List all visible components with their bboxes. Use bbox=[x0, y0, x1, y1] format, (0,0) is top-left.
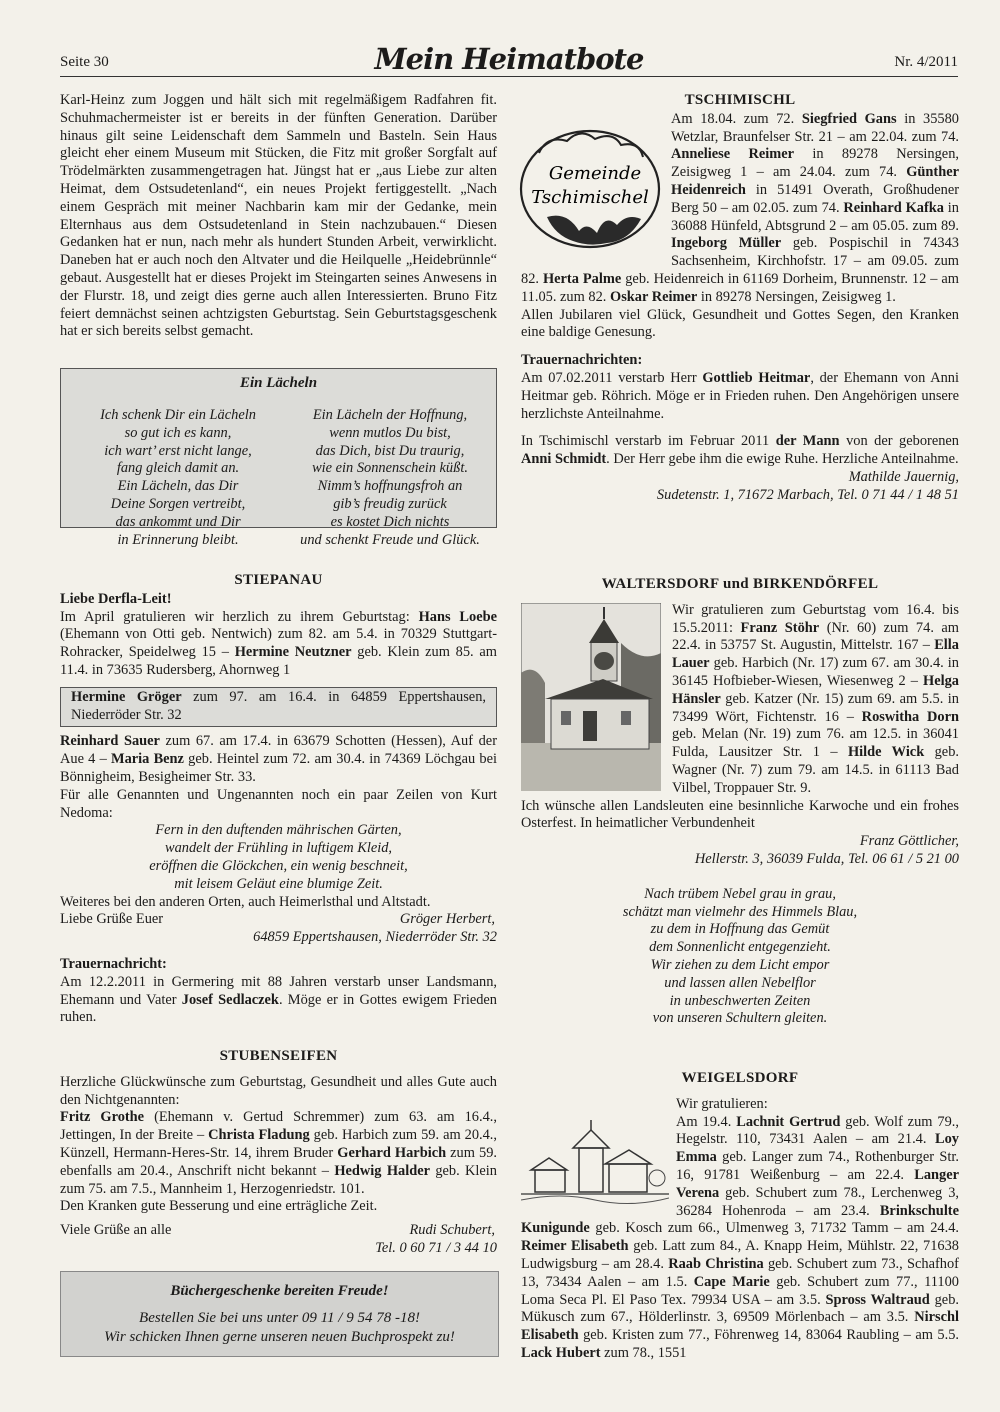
book-ad-line: Wir schicken Ihnen gerne unseren neuen Buchprospekt zu! bbox=[104, 1329, 455, 1345]
stubenseifen-heading: STUBENSEIFEN bbox=[219, 1048, 338, 1064]
tschimischl-section bbox=[521, 92, 959, 505]
nedoma-verse: Fern in den duftenden mährischen Gärten, wandelt der Frühling in luftigem Kleid, eröffnen die Glöckchen, ein wenig beschneit, mit leisem Geläut eine blumige Zeit. bbox=[149, 822, 408, 892]
signature-tel: Tel. 0 60 71 / 3 44 10 bbox=[375, 1239, 497, 1256]
poem-right-stanza: Ein Lächeln der Hoffnung, wenn mutlos Du bist, das Dich, bist Du traurig, wie ein Sonnenschein küßt. Nimm’s hoffnungsfroh an gib’s freudig zurück es kostet Dich nichts und schenkt Freude und Glück. bbox=[300, 407, 480, 548]
closing-2: Viele Grüße an alle bbox=[60, 1222, 172, 1239]
waltersdorf-birthdays: Wir gratulieren zum Geburtstag vom 16.4. bis 15.5.2011: Franz Stöhr (Nr. 60) zum 74. am 22.4. in 53757 St. Augustin, Mittelstr. 167 – Ella Lauer geb. Harbich (Nr. 17) zum 67. am 30.4. in 36145 Hofbieber-Wiesen, Wiesenweg 2 – Helga Hänsler geb. Katzer (Nr. 15) zum 69. am 5.5. in 73499 Wört, Fichtenstr. 16 – Roswitha Dorn geb. Melan (Nr. 19) zum 76. am 12.5. in 36041 Fulda, Lausitzer Str. 1 – Hilde Wick geb. Wagner (Nr. 7) zum 79. am 14.5. in 61113 Bad Vilbel, Troppauer Str. 9. bbox=[672, 601, 960, 796]
signature-name: Gröger Herbert, bbox=[399, 911, 495, 928]
stubenseifen-birthdays: Fritz Grothe (Ehemann v. Gertud Schremmer) zum 63. am 16.4., Jettingen, In der Breite – Christa Fladung geb. Harbich zum 59. am 20.4., Künzell, Hermann-Heres-Str. 14, ihrem Bruder Gerhard Harbich zum 59. ebenfalls am 20.4., Anschrift nicht bekannt – Hedwig Halder geb. Klein zum 75. am 7.5., Mannheim 1, Herzogenriedstr. 101. bbox=[60, 1109, 498, 1197]
weigelsdorf-section bbox=[521, 1070, 959, 1363]
stiepanau-birthdays-2: Reinhard Sauer zum 67. am 17.4. in 63679 Schotten (Hessen), Auf der Aue 4 – Maria Benz geb. Heintel zum 72. am 30.4. in 74369 Löchgau bei Bönnigheim, Besigheimer Str. 33. bbox=[60, 733, 497, 785]
trauer-1: Am 07.02.2011 verstarb Herr Gottlieb Heitmar, der Ehemann von Anni Heitmar geb. Röhrich. Möge er in Frieden ruhen. Den Angehörigen unsere herzlichste Anteilnahme. bbox=[521, 369, 959, 422]
masthead: Mein Heimatbote bbox=[374, 42, 644, 76]
signature-address-3: Sudetenstr. 1, 71672 Marbach, Tel. 0 71 44 / 1 48 51 bbox=[656, 486, 959, 503]
village-sketch-image bbox=[521, 1108, 669, 1208]
tschimischl-wish: Allen Jubilaren viel Glück, Gesundheit und Gottes Segen, den Kranken eine baldige Genesung. bbox=[521, 306, 959, 341]
trauer-heading: Trauernachricht: bbox=[60, 955, 167, 972]
signature-name-3: Mathilde Jauernig, bbox=[848, 468, 959, 485]
tschimischl-heading: TSCHIMISCHL bbox=[684, 92, 796, 108]
waltersdorf-heading: WALTERSDORF und BIRKENDÖRFEL bbox=[601, 576, 879, 592]
village-sketch bbox=[521, 1108, 669, 1210]
seal-icon bbox=[517, 113, 663, 263]
chapel-image bbox=[521, 603, 661, 791]
page-header bbox=[60, 42, 958, 90]
chapel-photo bbox=[521, 603, 661, 791]
weigelsdorf-birthdays: Am 19.4. Lachnit Gertrud geb. Wolf zum 79., Hegelstr. 110, 73431 Aalen – am 21.4. Loy Emma geb. Langer zum 74., Rothenburger Str. 16, 91781 Weißenburg – am 22.4. Langer Verena geb. Schubert zum 78., Lerchenweg 3, 36284 Hohenroda – am 23.4. Brinkschulte Kunigunde geb. Kosch zum 66., Ulmenweg 3, 71732 Tamm – am 24.4. Reimer Elisabeth geb. Latt zum 84., A. Knapp Heim, Mühlstr. 22, 71638 Ludwigsburg – am 28.4. Raab Christina geb. Schubert zum 73., Schafhof 13, 73434 Aalen – am 1.5. Cape Marie geb. Schubert zum 77., 11100 Loma Seca Pl. El Paso Tex. 79934 USA – am 3.5. Spross Waltraud geb. Mükusch zum 67., Hölderlinstr. 3, 69509 Mörlenbach – am 3.5. Nirschl Elisabeth geb. Kristen zum 77., Föhrenweg 14, 83064 Raubling – am 5.5. Lack Hubert zum 78., 1551 bbox=[521, 1113, 959, 1361]
stiepanau-heading: STIEPANAU bbox=[234, 572, 323, 588]
stubenseifen-intro: Herzliche Glückwünsche zum Geburtstag, Gesundheit und alles Gute auch den Nichtgenannten: bbox=[60, 1073, 497, 1108]
issue-number: Nr. 4/2011 bbox=[894, 54, 958, 70]
svg-text:Tschimischel: Tschimischel bbox=[531, 186, 649, 208]
stiepanau-birthdays: Im April gratulieren wir herzlich zu ihrem Geburtstag: Hans Loebe (Ehemann von Otti geb. Nentwich) zum 82. am 5.4. in 70329 Stuttgart-Rohracker, Speidelweg 15 – Hermine Neutzner geb. Klein zum 85. am 11.4. in 73635 Rudersberg, Ahornweg 1 bbox=[60, 608, 497, 678]
intro-paragraph: Karl-Heinz zum Joggen und hält sich mit regelmäßigem Radfahren fit. Schuhmachermeister ist er bereits in der fünften Generation. Darüber hinaus gilt seine Leidenschaft dem Sammeln und Basteln. Sein Haus gleicht eher einem Museum mit Stücken, die Fitz mit großer Sorgfalt auf Trödelmärkten zusammengetragen hat. Jüngst hat er „aus Liebe zur alten Heimat, dem Ostsudetenland“, ein neues Projekt fertiggestellt. „Nach einem Gespräch mit meiner Nachbarin kam mir der Gedanke, mein Elternhaus aus dem Ostsudetenland in Stein nachzubauen.“ Diesen Gedanken hat er nun, nach mehr als hundert Stunden Arbeit, verwirklicht. Daneben hat er auch noch den Altvater und die Heilquelle „Heidebrünnle“ gebaut. Ausgestellt hat er dieses Projekt im Steingarten seines Anwesens in der Flurstr. 18, und zeigt dies gerne auch allen Interessierten. Bruno Fitz feiert demnächst seinen achtzigsten Geburtstag. Sein Geburtstagsgeschenk hat er sich bereits selbst gemacht. bbox=[60, 92, 497, 340]
tschimischl-birthdays: Am 18.04. zum 72. Siegfried Gans in 35580 Wetzlar, Braunfelser Str. 21 – am 22.04. zum 74. Anneliese Reimer in 89278 Nersingen, Zeisigweg 1 – am 24.04. zum 74. Günther Heidenreich in 51491 Overath, Großhudener Berg 50 – am 02.05. zum 74. Reinhard Kafka in 36088 Hünfeld, Abtsgrund 2 – am 05.05. zum 89. Ingeborg Müller geb. Pospischil in 74343 Sachsenheim, Kirchhofstr. 17 – am 09.05. zum 82. Herta Palme geb. Heidenreich in 61169 Dorheim, Brunnenstr. 12 – am 11.05. zum 82. Oskar Reimer in 89278 Nersingen, Zeisigweg 1. bbox=[521, 110, 959, 305]
weigelsdorf-intro: Wir gratulieren: bbox=[676, 1095, 768, 1112]
book-ad-phone: Bestellen Sie bei uns unter 09 11 / 9 54 78 -18! bbox=[139, 1310, 420, 1326]
page-number: Seite 30 bbox=[60, 54, 109, 70]
highlight-box: Hermine Gröger zum 97. am 16.4. in 64859 Eppertshausen, Niederröder Str. 32 bbox=[60, 687, 497, 728]
poem-box bbox=[60, 368, 497, 548]
weigelsdorf-heading: WEIGELSDORF bbox=[681, 1070, 799, 1086]
signature-name-2: Rudi Schubert, bbox=[409, 1222, 495, 1239]
svg-text:Gemeinde: Gemeinde bbox=[548, 162, 642, 184]
closing: Liebe Grüße Euer bbox=[60, 911, 164, 928]
stubenseifen-wish: Den Kranken gute Besserung und eine erträgliche Zeit. bbox=[60, 1198, 378, 1215]
further-note: Weiteres bei den anderen Orten, auch Heimerlsthal und Altstadt. bbox=[60, 893, 431, 910]
signature-address: 64859 Eppertshausen, Niederröder Str. 32 bbox=[253, 929, 497, 946]
waltersdorf-section bbox=[521, 576, 959, 1028]
book-ad-title: Büchergeschenke bereiten Freude! bbox=[170, 1283, 389, 1299]
waltersdorf-wish: Ich wünsche allen Landsleuten eine besinnliche Karwoche und ein frohes Osterfest. In heimatlicher Verbundenheit bbox=[521, 797, 959, 832]
greeting: Liebe Derfla-Leit! bbox=[60, 590, 172, 607]
poem-left-stanza: Ich schenk Dir ein Lächeln so gut ich es kann, ich wart’ erst nicht lange, fang gleich damit an. Ein Lächeln, das Dir Deine Sorgen vertreibt, das ankommt und Dir in Erinnerung bleibt. bbox=[100, 407, 256, 548]
trauer-2: In Tschimischl verstarb im Februar 2011 der Mann von der geborenen Anni Schmidt. Der Herr gebe ihm die ewige Ruhe. Herzliche Anteilnahme. bbox=[521, 433, 959, 468]
stiepanau-section bbox=[60, 572, 497, 1027]
gemeinde-seal bbox=[517, 113, 663, 268]
signature-address-4: Hellerstr. 3, 36039 Fulda, Tel. 06 61 / 5 21 00 bbox=[694, 850, 959, 867]
nedoma-intro: Für alle Genannten und Ungenannten noch ein paar Zeilen von Kurt Nedoma: bbox=[60, 786, 497, 821]
stubenseifen-section bbox=[60, 1048, 497, 1258]
header-rule bbox=[60, 76, 958, 77]
waltersdorf-verse: Nach trübem Nebel grau in grau, schätzt man vielmehr des Himmels Blau, zu dem in Hoffnung das Gemüt dem Sonnenlicht entgegenzieht. Wir ziehen zu dem Licht empor und lassen allen Nebelflor in unbeschwerten Zeiten von unseren Schultern gleiten. bbox=[622, 885, 858, 1027]
trauer-heading-2: Trauernachrichten: bbox=[521, 352, 643, 369]
trauer-text: Am 12.2.2011 in Germering mit 88 Jahren verstarb unser Landsmann, Ehemann und Vater Josef Sedlaczek. Möge er in Gottes ewigem Frieden ruhen. bbox=[60, 973, 498, 1026]
signature-name-4: Franz Göttlicher, bbox=[859, 833, 959, 850]
poem-title: Ein Lächeln bbox=[239, 375, 318, 391]
book-ad bbox=[60, 1271, 499, 1357]
